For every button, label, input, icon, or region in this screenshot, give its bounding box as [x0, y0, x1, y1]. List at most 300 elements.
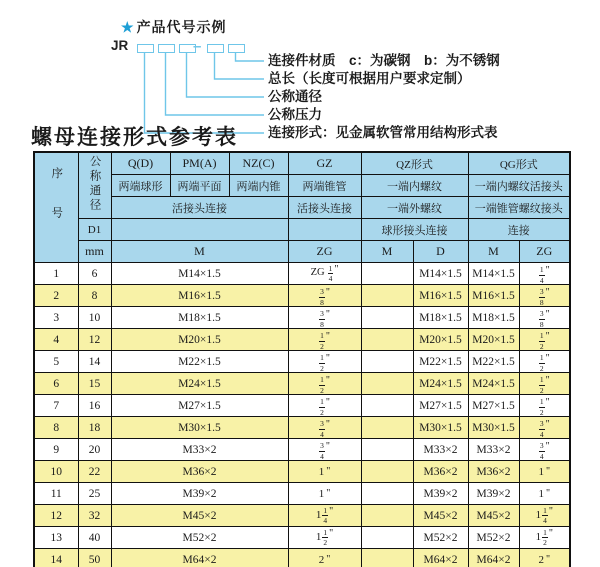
serial-cell: 4: [34, 329, 78, 351]
fraction-denominator: 4: [320, 451, 324, 461]
dn-cell: 50: [78, 549, 111, 567]
code-box-2: [158, 44, 175, 53]
fraction-denominator: 4: [328, 274, 333, 283]
thread-m-cell: M36×2: [111, 461, 288, 483]
qg-m-cell: M52×2: [468, 527, 519, 549]
fraction-denominator: 2: [539, 407, 544, 417]
table-body: [34, 263, 570, 567]
qg-zg-cell: [519, 373, 570, 395]
qg-m-cell: M36×2: [468, 461, 519, 483]
header-sub-gz: 两端锥管: [288, 175, 361, 197]
inch-mark: ": [326, 487, 331, 499]
fraction-numerator: 1: [320, 353, 324, 362]
fraction-numerator: 3: [320, 287, 324, 296]
fraction-denominator: 2: [320, 407, 324, 417]
gz-thread-cell: [288, 439, 361, 461]
diagram-heading-text: 产品代号示例: [136, 19, 227, 35]
header-d1: D1: [78, 219, 111, 241]
table-row: [34, 417, 570, 439]
gz-thread-cell: [288, 461, 361, 483]
serial-cell: 6: [34, 373, 78, 395]
serial-cell: 11: [34, 483, 78, 505]
table-header: [34, 152, 570, 263]
size-fraction: [319, 376, 325, 394]
thread-size: [316, 529, 333, 547]
qg-zg-cell: [519, 461, 570, 483]
table-row: [34, 527, 570, 549]
qg-zg-cell: [519, 285, 570, 307]
serial-cell: 14: [34, 549, 78, 567]
thread-size: [319, 467, 331, 478]
header-blank-1: [111, 219, 288, 241]
callout-connection-form: 连接形式：见金属软管常用结构形式表: [268, 125, 498, 140]
fraction-numerator: 1: [539, 375, 544, 384]
serial-cell: 3: [34, 307, 78, 329]
header-sub-pma: 两端平面: [170, 175, 229, 197]
table-row: [34, 373, 570, 395]
size-fraction: [539, 398, 545, 416]
qg-zg-cell: [519, 439, 570, 461]
fraction-denominator: 2: [539, 341, 544, 351]
callout-nominal-diameter: 公称通径: [268, 89, 322, 104]
qz-d-cell: M24×1.5: [413, 373, 468, 395]
qz-d-cell: M27×1.5: [413, 395, 468, 417]
dn-cell: 32: [78, 505, 111, 527]
qg-m-cell: M33×2: [468, 439, 519, 461]
qz-d-cell: M18×1.5: [413, 307, 468, 329]
header-unit-qg-zg: ZG: [519, 241, 570, 263]
inch-mark: ": [545, 309, 550, 320]
header-serial: [34, 152, 78, 263]
qg-zg-cell: [519, 395, 570, 417]
qz-d-cell: M45×2: [413, 505, 468, 527]
fraction-numerator: 1: [328, 263, 333, 273]
size-fraction: [319, 332, 325, 350]
diagram-heading: [121, 17, 227, 37]
fraction-numerator: 1: [323, 527, 328, 537]
inch-mark: ": [545, 265, 550, 276]
thread-size: [539, 420, 550, 438]
header-union-connection-gz: 活接头连接: [288, 197, 361, 219]
qz-d-cell: M64×2: [413, 549, 468, 567]
inch-mark: ": [325, 397, 330, 408]
qg-m-cell: M20×1.5: [468, 329, 519, 351]
fraction-numerator: 1: [539, 397, 544, 406]
thread-size: [539, 332, 550, 350]
header-sub-nzc: 两端内锥: [229, 175, 288, 197]
qg-m-cell: M22×1.5: [468, 351, 519, 373]
qz-d-cell: M39×2: [413, 483, 468, 505]
gz-thread-cell: [288, 351, 361, 373]
size-fraction: [539, 288, 545, 306]
gz-thread-cell: [288, 373, 361, 395]
inch-mark: ": [325, 419, 330, 430]
fraction-denominator: 2: [543, 538, 547, 547]
qz-m-cell: [361, 285, 413, 307]
dn-cell: 15: [78, 373, 111, 395]
thread-size: [539, 398, 550, 416]
table-row: [34, 439, 570, 461]
gz-thread-cell: [288, 329, 361, 351]
qz-m-cell: [361, 263, 413, 285]
size-fraction: [542, 529, 548, 547]
size-fraction: [542, 507, 548, 525]
qg-m-cell: M16×1.5: [468, 285, 519, 307]
fraction-denominator: 4: [543, 516, 547, 525]
serial-cell: 9: [34, 439, 78, 461]
dn-cell: 18: [78, 417, 111, 439]
header-nominal-diameter: [78, 152, 111, 219]
size-whole-number: 1: [535, 531, 542, 543]
header-unit-qz-m: M: [361, 241, 413, 263]
header-sub-qz: 一端内螺纹: [361, 175, 468, 197]
inch-mark: ": [545, 287, 550, 298]
inch-mark: ": [545, 375, 550, 386]
thread-m-cell: M33×2: [111, 439, 288, 461]
fraction-numerator: 1: [320, 397, 324, 406]
dn-cell: 16: [78, 395, 111, 417]
qz-m-cell: [361, 351, 413, 373]
fraction-denominator: 2: [539, 385, 544, 395]
fraction-denominator: 4: [320, 429, 324, 439]
header-mm: mm: [78, 241, 111, 263]
callout-total-length: 总长（长度可根据用户要求定制）: [268, 71, 471, 86]
table-row: [34, 483, 570, 505]
size-fraction: [539, 332, 545, 350]
size-fraction: [539, 376, 545, 394]
thread-size: [319, 332, 330, 350]
inch-mark: ": [545, 397, 550, 408]
thread-m-cell: M22×1.5: [111, 351, 288, 373]
thread-size: [539, 442, 550, 460]
inch-mark: ": [326, 553, 331, 565]
qg-zg-cell: [519, 527, 570, 549]
inch-mark: ": [545, 465, 551, 477]
fraction-numerator: 3: [320, 309, 324, 318]
qz-m-cell: [361, 373, 413, 395]
thread-size: [316, 507, 333, 525]
inch-mark: ": [545, 353, 550, 364]
header-external-thread: 一端外螺纹: [361, 197, 468, 219]
thread-size: [319, 398, 330, 416]
header-group-qd: Q(D): [111, 152, 170, 175]
star-icon: ★: [121, 19, 135, 35]
inch-mark: ": [548, 505, 553, 517]
header-nominal-diameter-text: 公称通径: [88, 155, 101, 213]
code-dash: –: [193, 38, 202, 55]
qg-zg-cell: [519, 307, 570, 329]
size-fraction: [322, 529, 328, 547]
gz-thread-cell: [288, 505, 361, 527]
qg-m-cell: M14×1.5: [468, 263, 519, 285]
callout-nominal-pressure: 公称压力: [268, 107, 322, 122]
size-fraction: [319, 420, 325, 438]
thread-size: [311, 265, 339, 283]
gz-thread-cell: [288, 285, 361, 307]
size-fraction: [319, 288, 325, 306]
qz-m-cell: [361, 439, 413, 461]
thread-m-cell: M27×1.5: [111, 395, 288, 417]
fraction-numerator: 3: [539, 441, 544, 450]
inch-mark: ": [325, 287, 330, 298]
fraction-numerator: 3: [320, 419, 324, 428]
qg-zg-cell: [519, 417, 570, 439]
fraction-denominator: 2: [539, 363, 544, 373]
header-unit-zg: ZG: [288, 241, 361, 263]
size-whole-number: 2: [538, 553, 544, 566]
fraction-denominator: 4: [539, 429, 544, 439]
inch-mark: ": [325, 353, 330, 364]
header-serial-text: 序号: [50, 166, 63, 246]
fraction-denominator: 4: [539, 451, 544, 461]
product-code-prefix: JR: [111, 38, 129, 53]
code-box-1: [137, 44, 154, 53]
serial-cell: 1: [34, 263, 78, 285]
fraction-numerator: 1: [320, 331, 324, 340]
inch-mark: ": [545, 487, 551, 499]
size-fraction: [539, 354, 545, 372]
thread-size: [319, 442, 330, 460]
header-connection: 连接: [468, 219, 570, 241]
table-row: [34, 263, 570, 285]
qg-m-cell: M24×1.5: [468, 373, 519, 395]
table-row: [34, 307, 570, 329]
qg-m-cell: M45×2: [468, 505, 519, 527]
nut-connection-reference-table: [33, 151, 571, 567]
thread-size: [538, 555, 550, 566]
inch-mark: ": [325, 309, 330, 320]
thread-size: [539, 266, 550, 284]
qz-m-cell: [361, 461, 413, 483]
fraction-denominator: 4: [539, 275, 544, 285]
qz-m-cell: [361, 505, 413, 527]
fraction-numerator: 3: [539, 419, 544, 428]
size-fraction: [328, 265, 334, 283]
dn-cell: 8: [78, 285, 111, 307]
inch-mark: ": [325, 441, 330, 452]
thread-size: [319, 288, 330, 306]
dn-cell: 10: [78, 307, 111, 329]
thread-size: [539, 376, 550, 394]
header-group-nzc: NZ(C): [229, 152, 288, 175]
gz-thread-cell: [288, 417, 361, 439]
fraction-denominator: 8: [539, 319, 544, 329]
qz-m-cell: [361, 395, 413, 417]
size-fraction: [539, 420, 545, 438]
fraction-numerator: 1: [539, 265, 544, 274]
thread-size: [319, 555, 331, 566]
header-sub-qd: 两端球形: [111, 175, 170, 197]
qg-m-cell: M39×2: [468, 483, 519, 505]
dn-cell: 40: [78, 527, 111, 549]
inch-mark: ": [545, 441, 550, 452]
table-row: [34, 285, 570, 307]
code-box-4: [207, 44, 224, 53]
callout-material: 连接件材质 c：为碳钢 b：为不锈钢: [268, 53, 500, 68]
header-unit-m: M: [111, 241, 288, 263]
thread-m-cell: M14×1.5: [111, 263, 288, 285]
fraction-denominator: 2: [323, 538, 328, 547]
qg-zg-cell: [519, 505, 570, 527]
qz-d-cell: M30×1.5: [413, 417, 468, 439]
size-whole-number: 1: [538, 465, 544, 478]
thread-size: [539, 288, 550, 306]
qz-d-cell: M36×2: [413, 461, 468, 483]
serial-cell: 8: [34, 417, 78, 439]
fraction-numerator: 1: [543, 505, 547, 515]
thread-m-cell: M24×1.5: [111, 373, 288, 395]
size-fraction: [539, 266, 545, 284]
size-fraction: [319, 310, 325, 328]
size-whole-number: 1: [315, 531, 322, 543]
qg-zg-cell: [519, 263, 570, 285]
thread-size: [538, 489, 550, 500]
dn-cell: 12: [78, 329, 111, 351]
header-union-connection: 活接头连接: [111, 197, 288, 219]
header-taper-thread-joint: 一端锥管螺纹接头: [468, 197, 570, 219]
inch-mark: ": [329, 527, 334, 539]
fraction-numerator: 3: [320, 441, 324, 450]
fraction-denominator: 8: [320, 297, 324, 307]
size-whole-number: 2: [318, 553, 325, 566]
qz-m-cell: [361, 307, 413, 329]
page-title: 螺母连接形式参考表: [31, 125, 238, 149]
thread-size: [319, 310, 330, 328]
fraction-numerator: 1: [543, 527, 547, 537]
serial-cell: 5: [34, 351, 78, 373]
dn-cell: 25: [78, 483, 111, 505]
thread-size: [536, 507, 553, 525]
qg-zg-cell: [519, 483, 570, 505]
thread-m-cell: M18×1.5: [111, 307, 288, 329]
inch-mark: ": [329, 505, 334, 517]
qg-m-cell: M27×1.5: [468, 395, 519, 417]
qz-d-cell: M52×2: [413, 527, 468, 549]
thread-m-cell: M30×1.5: [111, 417, 288, 439]
inch-mark: ": [545, 331, 550, 342]
fraction-numerator: 1: [320, 375, 324, 384]
thread-m-cell: M64×2: [111, 549, 288, 567]
gz-thread-cell: [288, 395, 361, 417]
qz-d-cell: M22×1.5: [413, 351, 468, 373]
serial-cell: 10: [34, 461, 78, 483]
size-prefix: ZG: [310, 267, 325, 279]
fraction-numerator: 3: [539, 287, 544, 296]
qz-d-cell: M14×1.5: [413, 263, 468, 285]
size-whole-number: 1: [318, 465, 325, 478]
qz-m-cell: [361, 527, 413, 549]
fraction-numerator: 3: [539, 309, 544, 318]
thread-size: [539, 310, 550, 328]
fraction-denominator: 8: [539, 297, 544, 307]
qz-d-cell: M16×1.5: [413, 285, 468, 307]
serial-cell: 7: [34, 395, 78, 417]
header-unit-qg-m: M: [468, 241, 519, 263]
size-fraction: [322, 507, 328, 525]
size-whole-number: 1: [315, 509, 322, 521]
table-row: [34, 461, 570, 483]
size-whole-number: 1: [318, 487, 325, 500]
serial-cell: 2: [34, 285, 78, 307]
qg-m-cell: M30×1.5: [468, 417, 519, 439]
thread-m-cell: M52×2: [111, 527, 288, 549]
inch-mark: ": [325, 375, 330, 386]
thread-size: [539, 354, 550, 372]
header-ball-joint-connection: 球形接头连接: [361, 219, 468, 241]
thread-size: [319, 376, 330, 394]
size-fraction: [539, 442, 545, 460]
serial-cell: 13: [34, 527, 78, 549]
thread-size: [319, 420, 330, 438]
header-group-gz: GZ: [288, 152, 361, 175]
inch-mark: ": [334, 263, 339, 275]
table-row: [34, 549, 570, 567]
table-row: [34, 351, 570, 373]
inch-mark: ": [325, 331, 330, 342]
size-whole-number: 1: [535, 509, 542, 521]
thread-size: [536, 529, 553, 547]
qg-zg-cell: [519, 351, 570, 373]
header-group-qg: QG形式: [468, 152, 570, 175]
qz-m-cell: [361, 417, 413, 439]
qg-zg-cell: [519, 329, 570, 351]
thread-m-cell: M16×1.5: [111, 285, 288, 307]
thread-size: [319, 354, 330, 372]
qz-m-cell: [361, 483, 413, 505]
thread-m-cell: M45×2: [111, 505, 288, 527]
table-row: [34, 395, 570, 417]
gz-thread-cell: [288, 549, 361, 567]
size-whole-number: 1: [538, 487, 544, 500]
gz-thread-cell: [288, 263, 361, 285]
inch-mark: ": [545, 419, 550, 430]
serial-cell: 12: [34, 505, 78, 527]
qg-zg-cell: [519, 549, 570, 567]
dn-cell: 22: [78, 461, 111, 483]
inch-mark: ": [548, 527, 553, 539]
fraction-denominator: 2: [320, 363, 324, 373]
fraction-denominator: 4: [323, 516, 328, 525]
dn-cell: 6: [78, 263, 111, 285]
thread-m-cell: M39×2: [111, 483, 288, 505]
table-row: [34, 505, 570, 527]
thread-m-cell: M20×1.5: [111, 329, 288, 351]
header-sub-qg: 一端内螺纹活接头: [468, 175, 570, 197]
gz-thread-cell: [288, 527, 361, 549]
fraction-numerator: 1: [323, 505, 328, 515]
header-group-qz: QZ形式: [361, 152, 468, 175]
qg-m-cell: M18×1.5: [468, 307, 519, 329]
header-unit-qz-d: D: [413, 241, 468, 263]
gz-thread-cell: [288, 483, 361, 505]
fraction-denominator: 2: [320, 341, 324, 351]
fraction-denominator: 8: [320, 319, 324, 329]
thread-size: [319, 489, 331, 500]
size-fraction: [319, 398, 325, 416]
size-fraction: [319, 442, 325, 460]
qz-d-cell: M33×2: [413, 439, 468, 461]
fraction-numerator: 1: [539, 353, 544, 362]
header-group-pma: PM(A): [170, 152, 229, 175]
inch-mark: ": [326, 465, 331, 477]
fraction-numerator: 1: [539, 331, 544, 340]
dn-cell: 20: [78, 439, 111, 461]
header-blank-2: [288, 219, 361, 241]
inch-mark: ": [545, 553, 551, 565]
table-row: [34, 329, 570, 351]
qz-d-cell: M20×1.5: [413, 329, 468, 351]
dn-cell: 14: [78, 351, 111, 373]
